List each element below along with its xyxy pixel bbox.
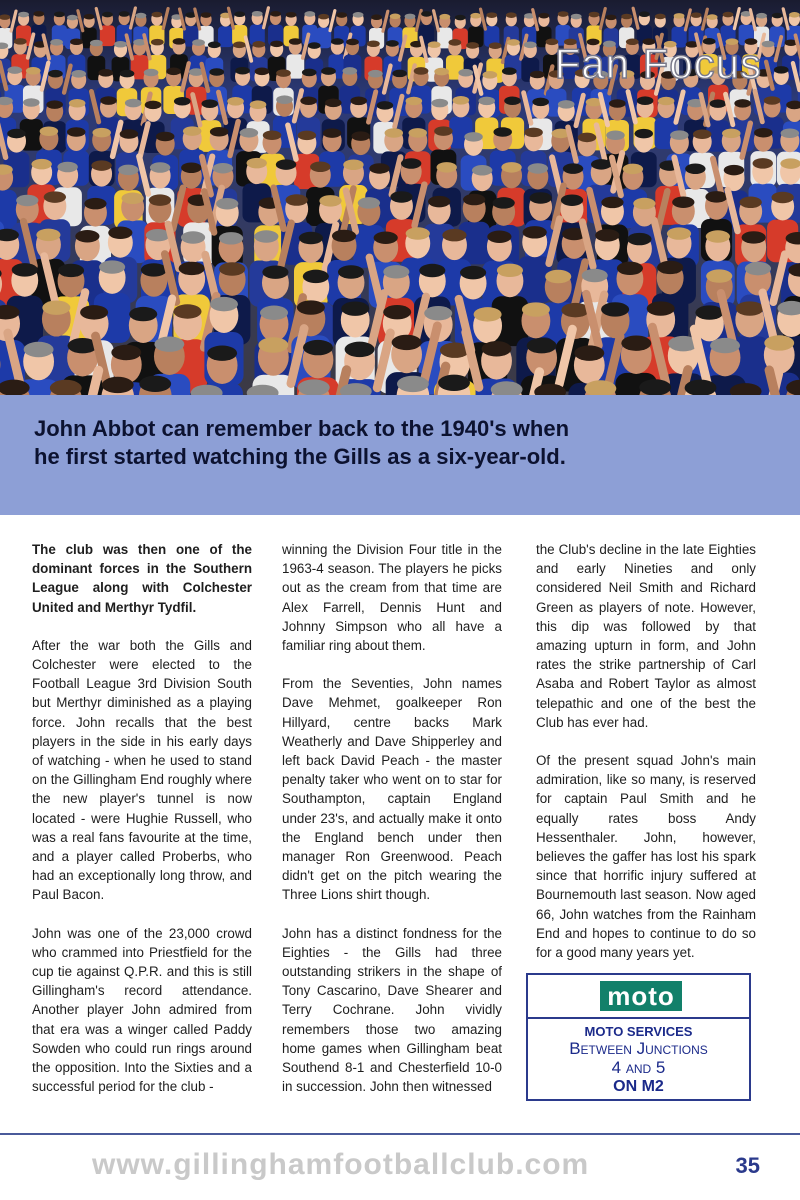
footer-rule [0,1133,800,1135]
section-title: Fan Focus [554,40,762,87]
article-paragraph: John has a distinct fondness for the Eighties - the Gills had three outstanding strikers in the shape of Tony Cascarino, Dave Shearer and Terry Cochrane. John vividly remembers those two amazing home games when Gillingham beat Southend 8-1 and Chesterfield 10-0 in succession. John then witnessed [282,925,502,1095]
ad-line-2: Between Junctions [569,1039,708,1058]
intro-banner [0,395,800,515]
article-column-1 [32,540,252,1115]
moto-logo-text: moto [600,981,682,1011]
article-column-2 [282,540,502,1115]
page-number: 35 [735,1153,760,1178]
article-paragraph: Of the present squad John's main admiration, like so many, is reserved for captain Paul Smith and he equally rates boss Andy Hessenthaler. John, however, believes the gaffer has lost his spark since that horrific injury suffered at Bournemouth last season. Now aged 66, John watches from the Rainham End and hopes to continue to do so for a good many years yet. [536,753,756,961]
ad-line-4: ON M2 [613,1078,664,1095]
moto-logo [528,975,749,1017]
article-paragraph: John was one of the 23,000 crowd who crammed into Priestfield for the cup tie against Q.P.R. and this is still Gillingham's record attendance. Another player John admired from that era was a winger called Paddy Sowden who could run rings around the opposition. Into the Sixties and a successful period for the club - [32,925,252,1095]
footer-url: www.gillinghamfootballclub.com [92,1148,590,1181]
ad-line-3: 4 and 5 [611,1058,666,1077]
article-paragraph: After the war both the Gills and Colchester were elected to the Football League 3rd Division South but Merthyr diminished as a playing force. John recalls that the best players in the side in his early days of watching - when he used to stand on the Gillingham End roughly where the new player's tunnel is now located - were Hughie Russell, who was a real fans favourite at the time, and a player called Proberbs, who had an exceptionally long throw, and Paul Bacon. [32,637,252,903]
article-paragraph: the Club's decline in the late Eighties and early Nineties and only considered Neil Smith and Richard Green as players of note. However, this dip was followed by that amazing upturn in form, and John rates the strike partnership of Carl Asaba and Robert Taylor as almost telepathic and one of the best the Club has ever had. [536,542,756,730]
moto-advert [526,973,751,1101]
moto-info [528,1017,749,1101]
article-column-3 [536,540,756,981]
article-paragraph: From the Seventies, John names Dave Mehmet, goalkeeper Ron Hillyard, centre backs Mark Weatherly and Dave Shipperley and left back David Peach - the master penalty taker who went on to star for Southampton, captain England under 23's, and actually make it onto the England bench under then manager Ron Greenwood. Peach didn't get on the pitch wearing the Three Lions shirt though. [282,676,502,903]
article-paragraph: The club was then one of the dominant forces in the Southern League along with Colchester United and Merthyr Tydfil. [32,542,252,615]
article-paragraph: winning the Division Four title in the 1963-4 season. The players he picks out as the cream from that time are Alex Farrell, Dennis Hunt and Johnny Simpson who all have a familiar ring about them. [282,542,502,654]
intro-text: John Abbot can remember back to the 1940's when he first started watching the Gills as a six-year-old. [34,416,570,469]
ad-line-1: MOTO SERVICES [584,1024,693,1039]
